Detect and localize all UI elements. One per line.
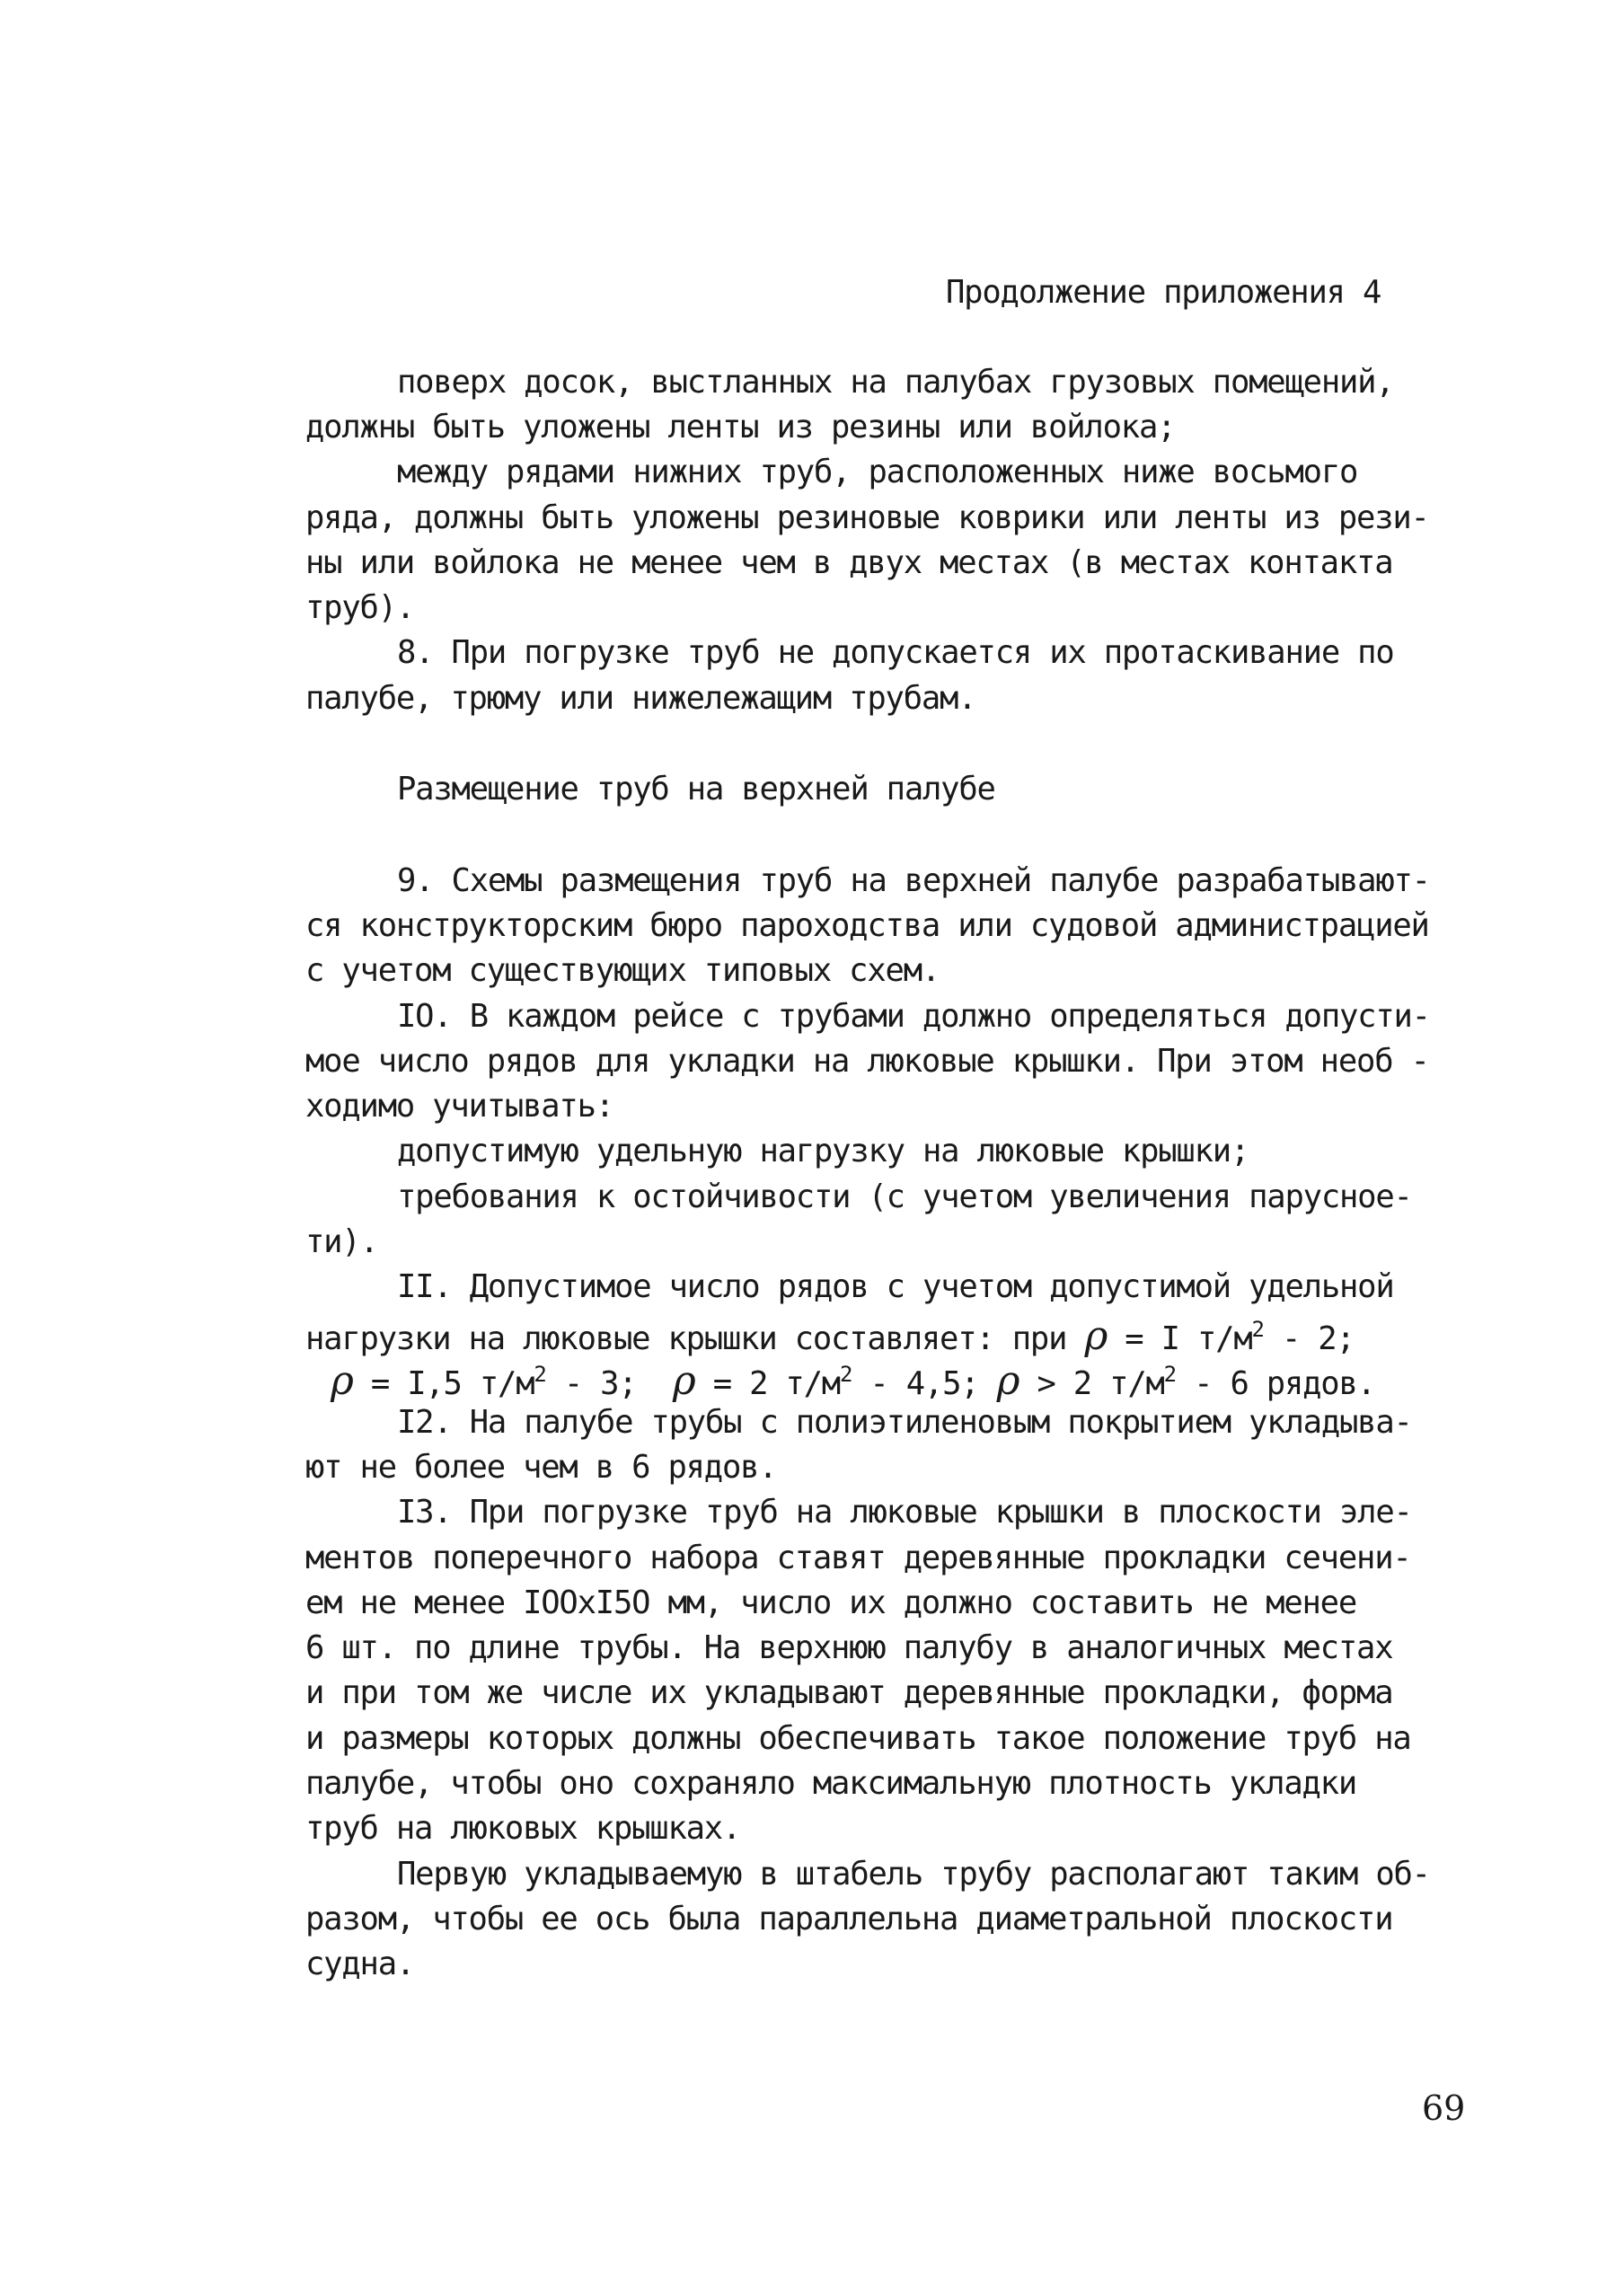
text-line: ти). bbox=[305, 1223, 378, 1260]
text-line: требования к остойчивости (с учетом увеличения парусное- bbox=[397, 1178, 1412, 1215]
text-line: IO. В каждом рейсе с трубами должно определяться допусти- bbox=[397, 998, 1430, 1035]
formula-result: - 3; bbox=[545, 1365, 637, 1402]
superscript: 2 bbox=[1251, 1317, 1264, 1342]
text-line: с учетом существующих типовых схем. bbox=[305, 952, 940, 989]
text-line: ют не более чем в 6 рядов. bbox=[305, 1449, 777, 1486]
text-line: разом, чтобы ее ось была параллельна диаметральной плоскости bbox=[305, 1901, 1393, 1937]
text-line: ряда, должны быть уложены резиновые коврики или ленты из рези- bbox=[305, 499, 1429, 536]
formula-line-2 bbox=[331, 1358, 1375, 1404]
text-line: допустимую удельную нагрузку на люковые крышки; bbox=[397, 1133, 1249, 1169]
text-line: 8. При погрузке труб не допускается их протаскивание по bbox=[397, 634, 1394, 671]
text-line: II. Допустимое число рядов с учетом допустимой удельной bbox=[397, 1268, 1394, 1305]
formula-value: = 2 т/м bbox=[694, 1365, 840, 1402]
text-line: 9. Схемы размещения труб на верхней палубе разрабатывают- bbox=[397, 862, 1430, 899]
rho-symbol: ρ bbox=[1084, 1313, 1108, 1359]
section-heading: Размещение труб на верхней палубе bbox=[397, 771, 995, 808]
superscript: 2 bbox=[534, 1362, 546, 1387]
page-header: Продолжение приложения 4 bbox=[946, 274, 1381, 311]
text-line: палубе, трюму или нижележащим трубам. bbox=[305, 680, 976, 717]
formula-value: > 2 т/м bbox=[1019, 1365, 1164, 1402]
text-line: палубе, чтобы оно сохраняло максимальную плотность укладки bbox=[305, 1765, 1357, 1802]
rho-symbol: ρ bbox=[996, 1358, 1019, 1404]
superscript: 2 bbox=[1163, 1362, 1176, 1387]
text-line: судна. bbox=[305, 1946, 415, 1982]
rho-symbol: ρ bbox=[331, 1358, 353, 1404]
rho-symbol: ρ bbox=[672, 1358, 695, 1404]
text-line: должны быть уложены ленты из резины или войлока; bbox=[305, 409, 1176, 446]
text-line: ментов поперечного набора ставят деревянные прокладки сечени- bbox=[305, 1540, 1411, 1576]
formula-result: - 4,5; bbox=[852, 1365, 979, 1402]
text-line: мое число рядов для укладки на люковые крышки. При этом необ - bbox=[305, 1043, 1429, 1080]
formula-line-1 bbox=[305, 1313, 1355, 1359]
text-line: ходимо учитывать: bbox=[305, 1088, 613, 1125]
superscript: 2 bbox=[839, 1362, 852, 1387]
text-line: ся конструкторским бюро пароходства или судовой администрацией bbox=[305, 907, 1429, 944]
text-line: I3. При погрузке труб на люковые крышки в плоскости эле- bbox=[397, 1494, 1412, 1531]
text-line: и размеры которых должны обеспечивать такое положение труб на bbox=[305, 1720, 1411, 1757]
formula-value: = I т/м bbox=[1107, 1320, 1252, 1357]
page-number: 69 bbox=[1422, 2088, 1466, 2128]
text-line: между рядами нижних труб, расположенных ниже восьмого bbox=[397, 454, 1358, 490]
formula-result: - 2; bbox=[1263, 1320, 1355, 1357]
formula-prefix: нагрузки на люковые крышки составляет: при bbox=[305, 1320, 1067, 1357]
text-line: поверх досок, выстланных на палубах грузовых помещений, bbox=[397, 364, 1394, 401]
text-line: 6 шт. по длине трубы. На верхнюю палубу в аналогичных местах bbox=[305, 1629, 1393, 1666]
text-line: ны или войлока не менее чем в двух местах (в местах контакта bbox=[305, 544, 1393, 581]
formula-result: - 6 рядов. bbox=[1175, 1365, 1375, 1402]
text-line: труб на люковых крышках. bbox=[305, 1810, 741, 1847]
text-line: труб). bbox=[305, 589, 415, 626]
text-line: I2. На палубе трубы с полиэтиленовым покрытием укладыва- bbox=[397, 1404, 1412, 1441]
text-line: и при том же числе их укладывают деревянные прокладки, форма bbox=[305, 1674, 1393, 1711]
text-line: Первую укладываемую в штабель трубу располагают таким об- bbox=[397, 1856, 1430, 1893]
formula-value: = I,5 т/м bbox=[352, 1365, 534, 1402]
text-line: ем не менее IOOxI5O мм, число их должно составить не менее bbox=[305, 1584, 1357, 1621]
